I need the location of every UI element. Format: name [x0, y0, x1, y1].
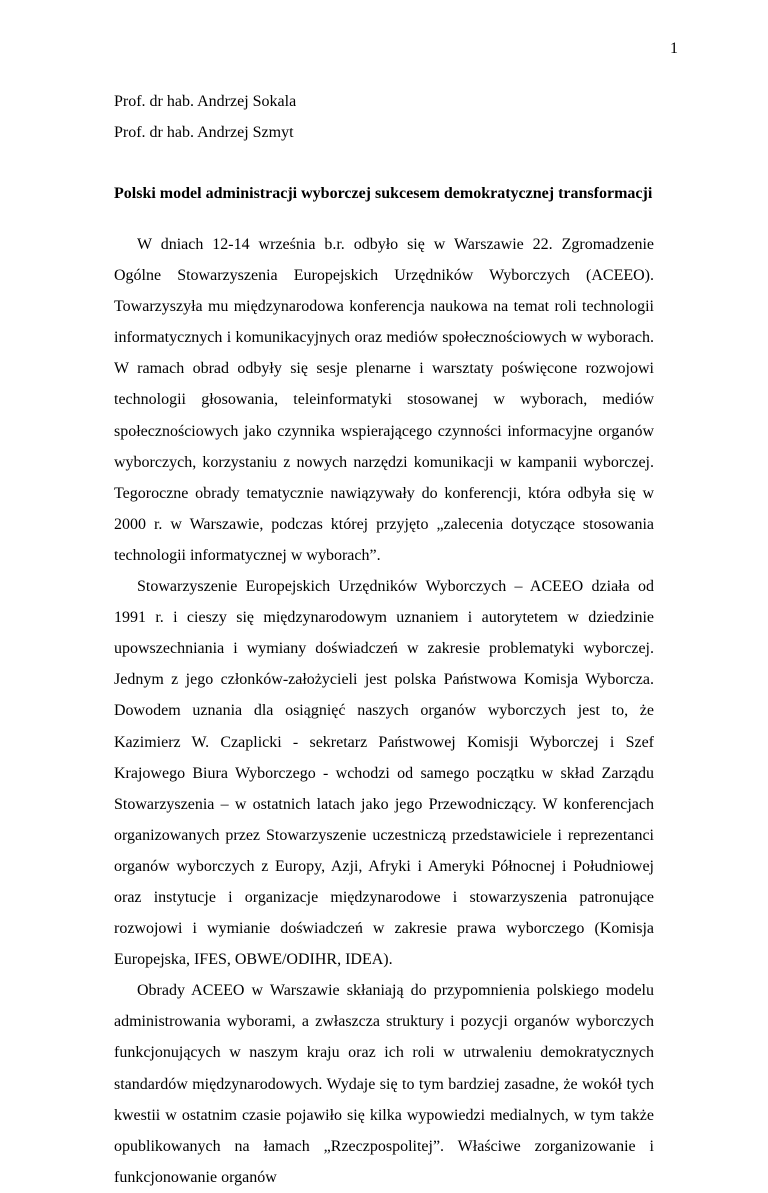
body-paragraph: W dniach 12-14 września b.r. odbyło się w Warszawie 22. Zgromadzenie Ogólne Stowarzyszenia Europejskich Urzędników Wyborczych (ACEEO). Towarzyszyła mu międzynarodowa konferencja naukowa na temat roli technologii informatycznych i komunikacyjnych oraz mediów społecznościowych w wyborach. W ramach obrad odbyły się sesje plenarne i warsztaty poświęcone rozwojowi technologii głosowania, teleinformatyki stosowanej w wyborach, mediów społecznościowych jako czynnika wspierającego czynności informacyjne organów wyborczych, korzystaniu z nowych narzędzi komunikacji w kampanii wyborczej. Tegoroczne obrady tematycznie nawiązywały do konferencji, która odbyła się w 2000 r. w Warszawie, podczas której przyjęto „zalecenia dotyczące stosowania technologii informatycznej w wyborach”. — [114, 236, 654, 564]
body-paragraph: Obrady ACEEO w Warszawie skłaniają do przypomnienia polskiego modelu administrowania wyborami, a zwłaszcza struktury i pozycji organów wyborczych funkcjonujących w naszym kraju oraz ich roli w utrwaleniu demokratycznych standardów międzynarodowych. Wydaje się to tym bardziej zasadne, że wokół tych kwestii w ostatnim czasie pojawiło się kilka wypowiedzi medialnych, w tym także opublikowanych na łamach „Rzeczpospolitej”. Właściwe zorganizowanie i funkcjonowanie organów — [114, 982, 654, 1186]
article-title: Polski model administracji wyborczej sukcesem demokratycznej transformacji — [114, 185, 653, 202]
body-paragraph: Stowarzyszenie Europejskich Urzędników Wyborczych – ACEEO działa od 1991 r. i cieszy się międzynarodowym uznaniem i autorytetem w dziedzinie upowszechniania i wymiany doświadczeń w zakresie problematyki wyborczej. Jednym z jego członków-założycieli jest polska Państwowa Komisja Wyborcza. Dowodem uznania dla osiągnięć naszych organów wyborczych jest to, że Kazimierz W. Czaplicki - sekretarz Państwowej Komisji Wyborczej i Szef Krajowego Biura Wyborczego - wchodzi od samego początku w skład Zarządu Stowarzyszenia – w ostatnich latach jako jego Przewodniczący. W konferencjach organizowanych przez Stowarzyszenie uczestniczą przedstawiciele i reprezentanci organów wyborczych z Europy, Azji, Afryki i Ameryki Północnej i Południowej oraz instytucje i organizacje międzynarodowe i stowarzyszenia patronujące rozwojowi i wymianie doświadczeń w zakresie prawa wyborczego (Komisja Europejska, IFES, OBWE/ODIHR, IDEA). — [114, 578, 654, 969]
page-number: 1 — [670, 40, 678, 57]
author-name: Prof. dr hab. Andrzej Sokala — [114, 93, 297, 110]
article-body — [114, 229, 654, 1193]
author-name: Prof. dr hab. Andrzej Szmyt — [114, 124, 294, 141]
author-list — [114, 86, 296, 148]
